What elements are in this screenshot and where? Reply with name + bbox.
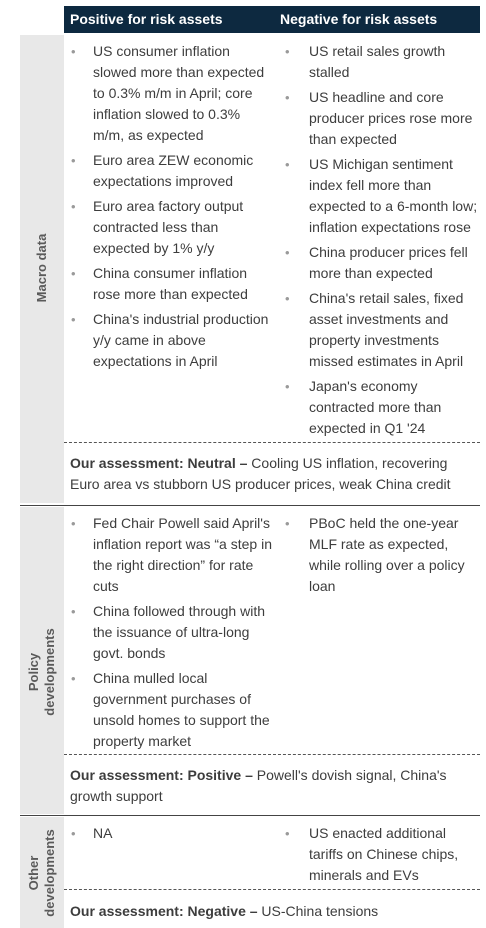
assessment [70,901,476,922]
list-item: • US enacted additional tariffs on Chinese chips, minerals and EVs [285,825,459,883]
bullet-icon: • [71,516,76,531]
bullet-icon: • [285,516,290,531]
negative-list [272,513,478,756]
section-separator [20,815,480,816]
bullet-icon: • [71,312,76,327]
assessment-text: US-China tensions [257,903,379,919]
bullet-icon: • [285,379,290,394]
list-item: • China producer prices fell more than expected [285,244,468,281]
dashed-divider [64,889,480,890]
assessment [70,453,476,495]
list-item: • China mulled local government purchases of unsold homes to support the property market [71,670,270,749]
list-item: • China consumer inflation rose more than expected [71,265,248,302]
list-item: • US headline and core producer prices rose more than expected [285,89,473,147]
assessment [70,765,476,807]
assessment-text: Powell's dovish signal, China's growth support [70,767,447,804]
list-item: • Euro area factory output contracted less than expected by 1% y/y [71,198,244,256]
list-item: • US consumer inflation slowed more than expected to 0.3% m/m in April; core inflation slowed to 0.3% m/m, as expected [71,43,265,143]
dashed-divider [64,754,480,755]
dashed-divider [64,442,480,443]
bullet-icon: • [285,291,290,306]
assessment-label: Our assessment: Positive – [70,767,253,783]
positive-list [64,513,272,756]
positive-list [64,823,272,890]
bullet-icon: • [285,826,290,841]
bullet-icon: • [285,90,290,105]
section-policy-developments [20,507,480,814]
assessment-label: Our assessment: Negative – [70,903,258,919]
negative-list [272,41,478,443]
bullet-icon: • [285,44,290,59]
list-item: • China's industrial production y/y came in above expectations in April [71,311,269,369]
list-item: • China followed through with the issuance of ultra-long govt. bonds [71,603,265,661]
bullet-icon: • [71,671,76,686]
bullet-icon: • [71,153,76,168]
assessment-label: Our assessment: Neutral – [70,455,248,471]
list-item: • PBoC held the one-year MLF rate as expected, while rolling over a policy loan [285,515,465,594]
bullet-icon: • [285,157,290,172]
assessment-text: Cooling US inflation, recovering Euro area vs stubborn US producer prices, weak China credit [70,455,451,492]
section-separator [20,505,480,506]
bullet-icon: • [71,44,76,59]
negative-list [272,823,478,890]
bullet-icon: • [285,245,290,260]
section-label: Policy developments [26,628,57,716]
list-item: • Japan's economy contracted more than expected in Q1 '24 [285,378,442,436]
bullet-icon: • [71,266,76,281]
list-item: • Euro area ZEW economic expectations improved [71,152,254,189]
section-other-developments [20,817,480,928]
bullet-icon: • [71,604,76,619]
bullet-icon: • [71,826,76,841]
list-item: • US retail sales growth stalled [285,43,446,80]
positive-list [64,41,272,443]
list-item: • US Michigan sentiment index fell more than expected to a 6-month low; inflation expectations rose [285,156,478,235]
section-label: Other developments [26,829,57,917]
list-item: • NA [64,823,272,844]
header-negative: Negative for risk assets [280,11,438,27]
section-label: Macro data [34,233,49,303]
table-header [64,6,480,33]
list-item: • China's retail sales, fixed asset investments and property investments missed estimates in April [285,290,464,369]
bullet-icon: • [71,199,76,214]
list-item: • Fed Chair Powell said April's inflation report was “a step in the right direction” for rate cuts [71,515,272,594]
section-macro-data [20,35,480,503]
header-positive: Positive for risk assets [70,11,223,27]
